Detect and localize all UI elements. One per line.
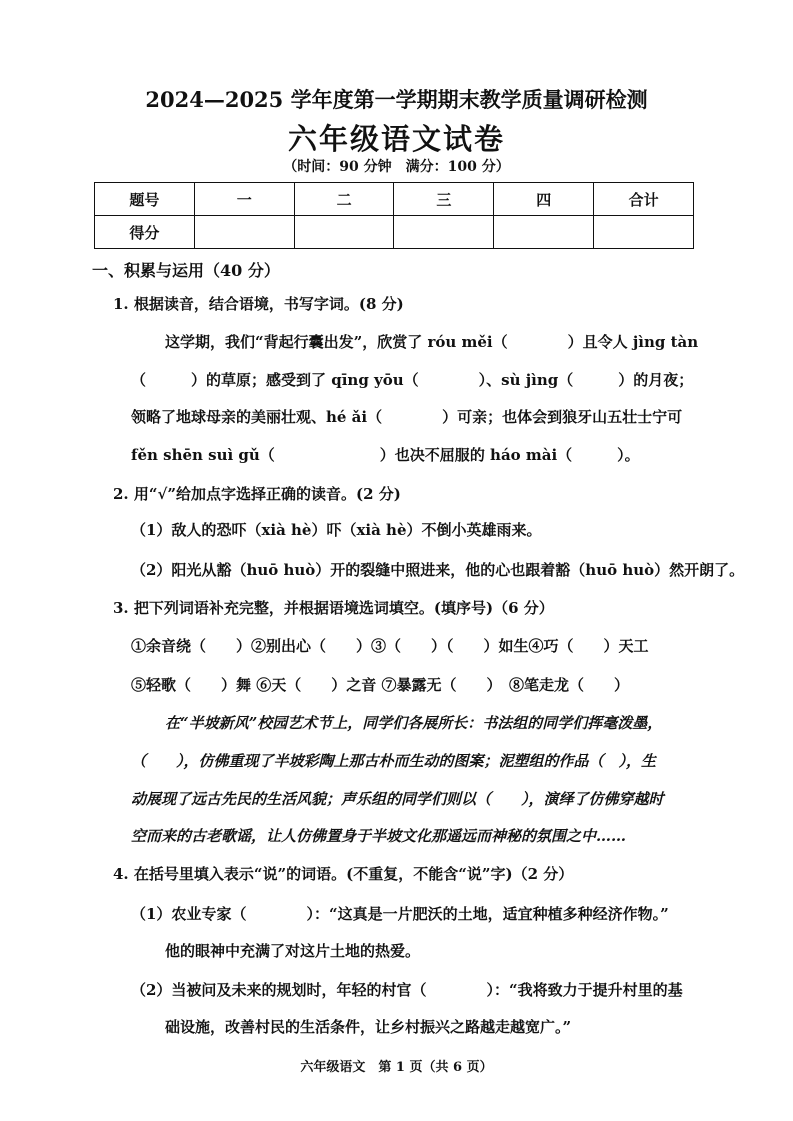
score-table-header-row <box>95 183 694 216</box>
page-footer: 六年级语文 第 1 页（共 6 页） <box>300 1060 493 1075</box>
score-input-cell[interactable] <box>394 216 494 249</box>
exam-title: 六年级语文试卷 <box>287 122 505 156</box>
section-heading: 一、积累与运用（40 分） <box>92 261 280 280</box>
score-input-cell[interactable] <box>494 216 594 249</box>
question-3-paragraph: （ ），仿佛重现了半坡彩陶上那古朴而生动的图案；泥塑组的作品（ ），生 <box>131 752 657 770</box>
question-4-line: 础设施，改善村民的生活条件，让乡村振兴之路越走越宽广。” <box>165 1018 572 1036</box>
score-cell: 二 <box>294 183 394 216</box>
score-table <box>94 182 694 249</box>
question-3-stem: 3. 把下列词语补充完整，并根据语境选词填空。(填序号)（6 分） <box>113 599 554 617</box>
question-2-line: （2）阳光从豁（huō huò）开的裂缝中照进来，他的心也跟着豁（huō huò）然开朗了。 <box>131 561 745 579</box>
question-3-paragraph: 空而来的古老歌谣，让人仿佛置身于半坡文化那遥远而神秘的氛围之中…… <box>131 827 627 845</box>
score-input-cell[interactable] <box>194 216 294 249</box>
score-cell: 三 <box>394 183 494 216</box>
question-1-stem: 1. 根据读音，结合语境，书写字词。(8 分) <box>113 295 404 313</box>
score-cell: 合计 <box>594 183 694 216</box>
score-cell: 题号 <box>95 183 195 216</box>
question-4-line: （1）农业专家（ ）：“这真是一片肥沃的土地，适宜种植多种经济作物。” <box>131 905 669 923</box>
score-cell: 四 <box>494 183 594 216</box>
question-4-stem: 4. 在括号里填入表示“说”的词语。(不重复，不能含“说”字)（2 分） <box>113 865 574 883</box>
question-1-line: fěn shēn suì gǔ（ ）也决不屈服的 háo mài（ ）。 <box>131 446 640 464</box>
score-table-score-row <box>95 216 694 249</box>
question-3-words: ⑤轻歌（ ）舞 ⑥天（ ）之音 ⑦暴露无（ ） ⑧笔走龙（ ） <box>131 676 629 694</box>
question-4-line: 他的眼神中充满了对这片土地的热爱。 <box>165 942 421 960</box>
question-3-words: ①余音绕（ ）②别出心（ ）③（ ）（ ）如生④巧（ ）天工 <box>131 637 649 655</box>
question-1-line: 这学期，我们“背起行囊出发”，欣赏了 róu měi（ ）且令人 jìng tàn <box>165 333 699 351</box>
question-3-paragraph: 在“半坡新风”校园艺术节上，同学们各展所长：书法组的同学们挥毫泼墨， <box>165 714 663 732</box>
exam-period-title: 2024—2025 学年度第一学期期末教学质量调研检测 <box>145 87 648 112</box>
score-input-cell[interactable] <box>294 216 394 249</box>
exam-info: （时间：90 分钟 满分：100 分） <box>283 159 510 175</box>
question-2-line: （1）敌人的恐吓（xià hè）吓（xià hè）不倒小英雄雨来。 <box>131 521 542 539</box>
question-1-line: 领略了地球母亲的美丽壮观、hé ǎi（ ）可亲；也体会到狼牙山五壮士宁可 <box>131 408 683 426</box>
question-2-stem: 2. 用“√”给加点字选择正确的读音。(2 分) <box>113 485 401 503</box>
score-input-cell[interactable] <box>594 216 694 249</box>
score-cell: 一 <box>194 183 294 216</box>
score-cell: 得分 <box>95 216 195 249</box>
question-4-line: （2）当被问及未来的规划时，年轻的村官（ ）：“我将致力于提升村里的基 <box>131 981 683 999</box>
question-1-line: （ ）的草原；感受到了 qīng yōu（ ）、sù jìng（ ）的月夜； <box>131 371 694 389</box>
question-3-paragraph: 动展现了远古先民的生活风貌；声乐组的同学们则以（ ），演绎了仿佛穿越时 <box>131 790 664 808</box>
